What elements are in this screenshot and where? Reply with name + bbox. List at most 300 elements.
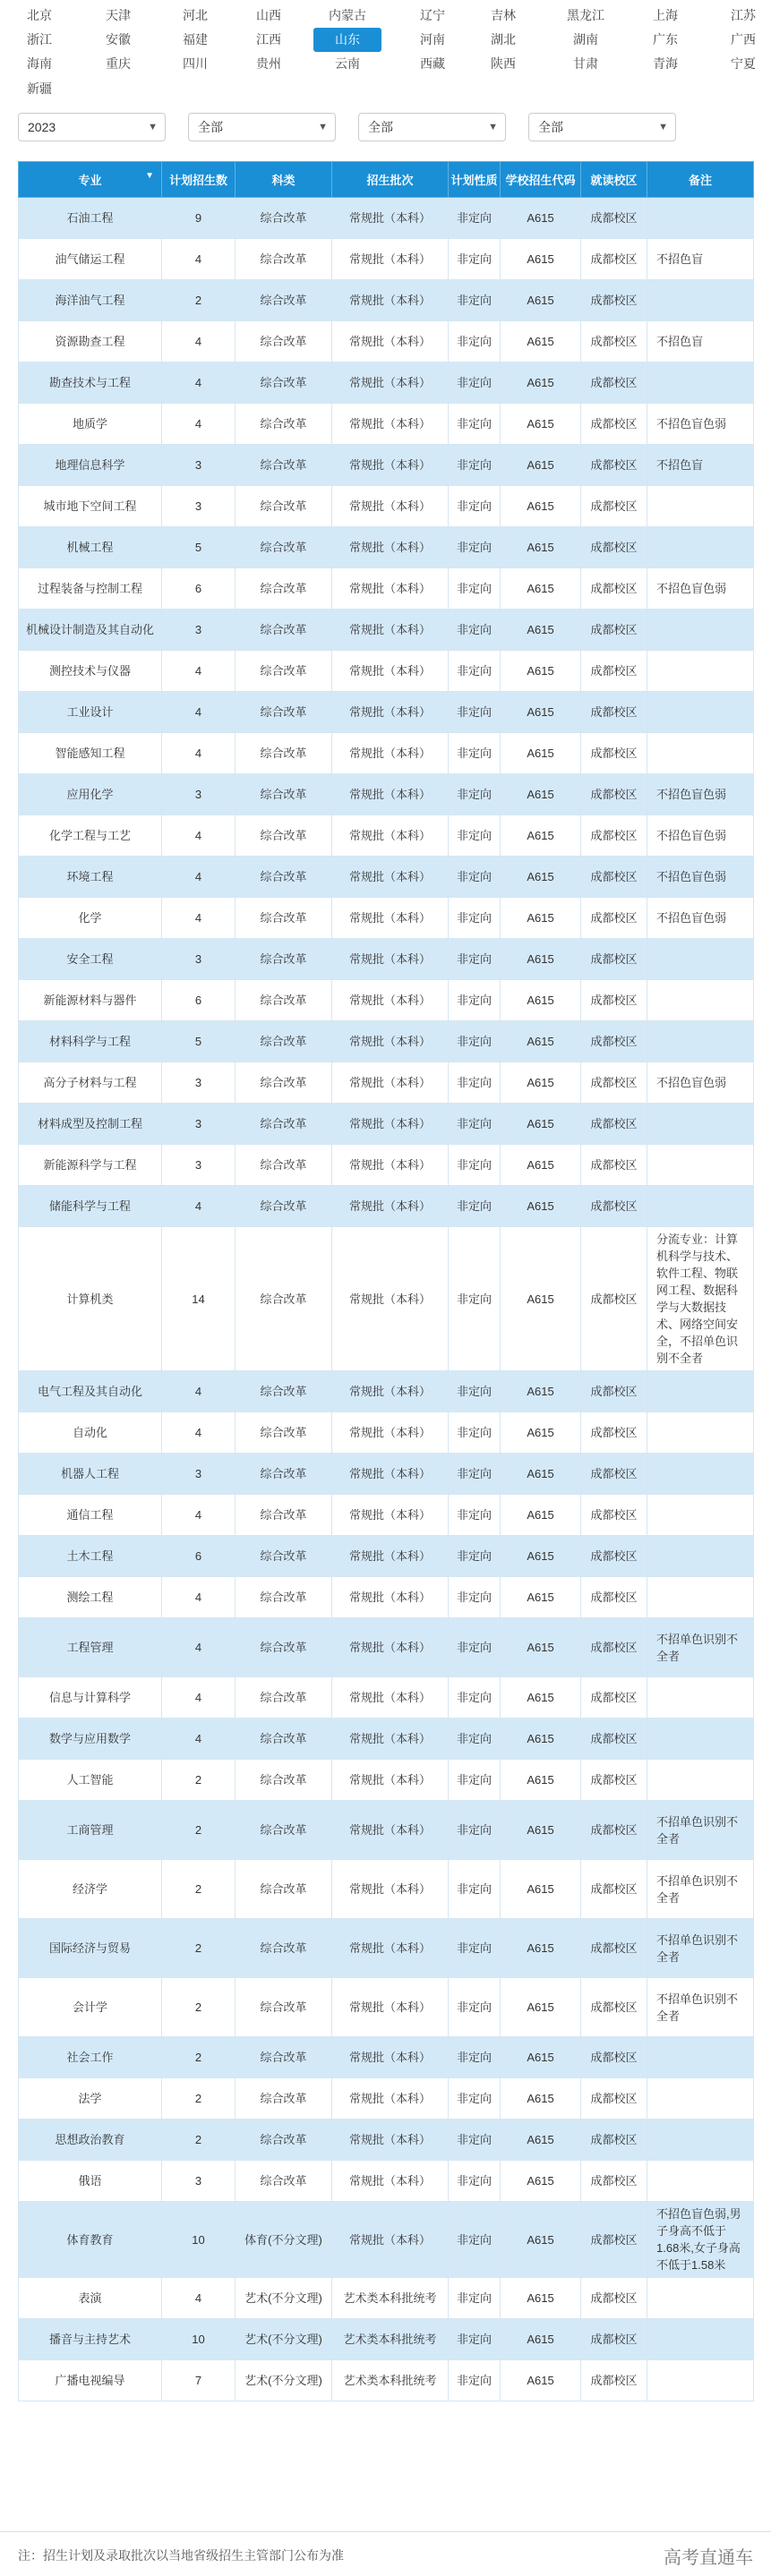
cell-campus: 成都校区 — [581, 980, 647, 1021]
cell-subject: 综合改革 — [236, 1227, 332, 1371]
province-13[interactable]: 江西 — [256, 32, 281, 47]
table-row — [19, 939, 754, 980]
province-14[interactable]: 山东 — [313, 28, 381, 52]
cell-code: A615 — [501, 857, 581, 898]
cell-major: 信息与计算科学 — [19, 1677, 162, 1719]
cell-batch: 艺术类本科批统考 — [332, 2278, 449, 2319]
cell-code: A615 — [501, 1454, 581, 1495]
table-row — [19, 2161, 754, 2202]
cell-major: 应用化学 — [19, 774, 162, 815]
cell-note — [647, 1495, 754, 1536]
cell-campus: 成都校区 — [581, 2202, 647, 2278]
cell-code: A615 — [501, 1021, 581, 1062]
cell-count: 4 — [162, 1186, 236, 1227]
province-7[interactable]: 黑龙江 — [567, 8, 604, 22]
cell-code: A615 — [501, 1618, 581, 1677]
cell-major: 会计学 — [19, 1978, 162, 2037]
table-row — [19, 1978, 754, 2037]
cell-batch: 常规批（本科） — [332, 610, 449, 651]
cell-major: 工商管理 — [19, 1801, 162, 1860]
province-18[interactable]: 广东 — [653, 32, 678, 47]
cell-note: 不招色盲 — [647, 445, 754, 486]
cell-batch: 常规批（本科） — [332, 1145, 449, 1186]
cell-major: 环境工程 — [19, 857, 162, 898]
cell-code: A615 — [501, 815, 581, 857]
cell-nature: 非定向 — [449, 1371, 501, 1412]
province-29[interactable]: 宁夏 — [731, 56, 756, 71]
cell-campus: 成都校区 — [581, 1412, 647, 1454]
cell-batch: 常规批（本科） — [332, 651, 449, 692]
table-row — [19, 1145, 754, 1186]
table-row — [19, 651, 754, 692]
cell-count: 2 — [162, 280, 236, 321]
province-23[interactable]: 贵州 — [256, 56, 281, 71]
cell-nature: 非定向 — [449, 239, 501, 280]
cell-subject: 综合改革 — [236, 898, 332, 939]
cell-major: 高分子材料与工程 — [19, 1062, 162, 1104]
cell-subject: 综合改革 — [236, 1677, 332, 1719]
cell-code: A615 — [501, 1412, 581, 1454]
cell-major: 机械工程 — [19, 527, 162, 568]
province-10[interactable]: 浙江 — [27, 32, 52, 47]
cell-campus: 成都校区 — [581, 610, 647, 651]
cell-major: 数学与应用数学 — [19, 1719, 162, 1760]
table-row — [19, 363, 754, 404]
cell-campus: 成都校区 — [581, 527, 647, 568]
filter-select-3-value: 全部 — [368, 120, 393, 134]
header-major[interactable] — [19, 162, 162, 198]
cell-nature: 非定向 — [449, 198, 501, 239]
cell-batch: 常规批（本科） — [332, 1860, 449, 1919]
cell-count: 3 — [162, 1454, 236, 1495]
cell-subject: 综合改革 — [236, 1371, 332, 1412]
cell-batch: 常规批（本科） — [332, 363, 449, 404]
cell-major: 体育教育 — [19, 2202, 162, 2278]
cell-major: 材料成型及控制工程 — [19, 1104, 162, 1145]
table-row — [19, 1719, 754, 1760]
cell-campus: 成都校区 — [581, 1021, 647, 1062]
table-row — [19, 2319, 754, 2360]
cell-subject: 综合改革 — [236, 815, 332, 857]
cell-batch: 常规批（本科） — [332, 1618, 449, 1677]
cell-major: 经济学 — [19, 1860, 162, 1919]
cell-campus: 成都校区 — [581, 1495, 647, 1536]
cell-count: 4 — [162, 857, 236, 898]
province-12[interactable]: 福建 — [183, 32, 208, 47]
cell-note: 不招色盲色弱 — [647, 815, 754, 857]
province-16[interactable]: 湖北 — [491, 32, 516, 47]
cell-count: 4 — [162, 815, 236, 857]
province-30[interactable]: 新疆 — [27, 81, 52, 96]
cell-campus: 成都校区 — [581, 1186, 647, 1227]
cell-batch: 常规批（本科） — [332, 1978, 449, 2037]
cell-major: 城市地下空间工程 — [19, 486, 162, 527]
cell-code: A615 — [501, 898, 581, 939]
cell-count: 3 — [162, 610, 236, 651]
province-25[interactable]: 西藏 — [420, 56, 445, 71]
cell-nature: 非定向 — [449, 610, 501, 651]
table-row — [19, 692, 754, 733]
province-20[interactable]: 海南 — [27, 56, 52, 71]
cell-nature: 非定向 — [449, 404, 501, 445]
cell-subject: 综合改革 — [236, 610, 332, 651]
table-row — [19, 2202, 754, 2278]
cell-count: 10 — [162, 2319, 236, 2360]
cell-note — [647, 1677, 754, 1719]
province-1[interactable]: 天津 — [106, 8, 131, 22]
province-6[interactable]: 吉林 — [491, 8, 516, 22]
cell-batch: 常规批（本科） — [332, 1021, 449, 1062]
cell-batch: 常规批（本科） — [332, 1495, 449, 1536]
cell-nature: 非定向 — [449, 857, 501, 898]
province-24[interactable]: 云南 — [335, 56, 360, 71]
cell-nature: 非定向 — [449, 2120, 501, 2161]
cell-note — [647, 1371, 754, 1412]
year-select[interactable] — [18, 113, 166, 141]
cell-count: 3 — [162, 2161, 236, 2202]
table-row — [19, 1454, 754, 1495]
cell-campus: 成都校区 — [581, 198, 647, 239]
cell-code: A615 — [501, 280, 581, 321]
cell-subject: 体育(不分文理) — [236, 2202, 332, 2278]
cell-note — [647, 1021, 754, 1062]
cell-note: 不招色盲色弱 — [647, 898, 754, 939]
brand-logo: 高考直通车 — [664, 2548, 753, 2568]
province-11[interactable]: 安徽 — [106, 32, 131, 47]
cell-note: 不招单色识别不全者 — [647, 1801, 754, 1860]
table-row — [19, 1577, 754, 1618]
cell-code: A615 — [501, 1577, 581, 1618]
cell-subject: 综合改革 — [236, 857, 332, 898]
cell-campus: 成都校区 — [581, 1371, 647, 1412]
table-row — [19, 1618, 754, 1677]
cell-subject: 综合改革 — [236, 568, 332, 610]
cell-nature: 非定向 — [449, 1227, 501, 1371]
province-22[interactable]: 四川 — [183, 56, 208, 71]
cell-batch: 常规批（本科） — [332, 692, 449, 733]
cell-batch: 常规批（本科） — [332, 1186, 449, 1227]
table-row — [19, 1495, 754, 1536]
cell-note — [647, 1145, 754, 1186]
cell-note — [647, 1454, 754, 1495]
cell-subject: 综合改革 — [236, 1860, 332, 1919]
table-row — [19, 1919, 754, 1978]
cell-batch: 常规批（本科） — [332, 486, 449, 527]
cell-note: 不招单色识别不全者 — [647, 1618, 754, 1677]
cell-campus: 成都校区 — [581, 1860, 647, 1919]
province-27[interactable]: 甘肃 — [573, 56, 598, 71]
cell-major: 测控技术与仪器 — [19, 651, 162, 692]
cell-count: 5 — [162, 527, 236, 568]
cell-batch: 常规批（本科） — [332, 2202, 449, 2278]
table-row — [19, 733, 754, 774]
cell-batch: 常规批（本科） — [332, 774, 449, 815]
cell-nature: 非定向 — [449, 1719, 501, 1760]
province-5[interactable]: 辽宁 — [420, 8, 445, 22]
province-15[interactable]: 河南 — [420, 32, 445, 47]
chevron-down-icon: ▼ — [145, 171, 154, 181]
cell-count: 3 — [162, 1145, 236, 1186]
filter-select-3[interactable] — [358, 113, 506, 141]
cell-major: 法学 — [19, 2078, 162, 2120]
cell-note: 不招单色识别不全者 — [647, 1978, 754, 2037]
cell-note — [647, 2078, 754, 2120]
table-row — [19, 1677, 754, 1719]
table-row — [19, 527, 754, 568]
filter-select-4[interactable] — [528, 113, 676, 141]
header-campus: 就读校区 — [581, 162, 647, 198]
cell-major: 人工智能 — [19, 1760, 162, 1801]
cell-count: 4 — [162, 1495, 236, 1536]
table-row — [19, 857, 754, 898]
cell-code: A615 — [501, 692, 581, 733]
table-row — [19, 321, 754, 363]
cell-campus: 成都校区 — [581, 692, 647, 733]
cell-nature: 非定向 — [449, 1062, 501, 1104]
province-21[interactable]: 重庆 — [106, 56, 131, 71]
cell-note: 不招单色识别不全者 — [647, 1919, 754, 1978]
cell-batch: 常规批（本科） — [332, 239, 449, 280]
cell-major: 新能源材料与器件 — [19, 980, 162, 1021]
table-row — [19, 1536, 754, 1577]
cell-note: 不招色盲色弱 — [647, 857, 754, 898]
cell-campus: 成都校区 — [581, 1618, 647, 1677]
province-8[interactable]: 上海 — [653, 8, 678, 22]
cell-note — [647, 527, 754, 568]
cell-campus: 成都校区 — [581, 774, 647, 815]
cell-campus: 成都校区 — [581, 857, 647, 898]
cell-nature: 非定向 — [449, 2360, 501, 2401]
cell-campus: 成都校区 — [581, 2319, 647, 2360]
cell-campus: 成都校区 — [581, 1577, 647, 1618]
cell-major: 播音与主持艺术 — [19, 2319, 162, 2360]
cell-subject: 综合改革 — [236, 1412, 332, 1454]
cell-subject: 综合改革 — [236, 2120, 332, 2161]
cell-count: 3 — [162, 939, 236, 980]
cell-campus: 成都校区 — [581, 1801, 647, 1860]
cell-code: A615 — [501, 1860, 581, 1919]
cell-count: 2 — [162, 1978, 236, 2037]
cell-count: 6 — [162, 568, 236, 610]
cell-subject: 艺术(不分文理) — [236, 2278, 332, 2319]
cell-nature: 非定向 — [449, 1186, 501, 1227]
header-code: 学校招生代码 — [501, 162, 581, 198]
cell-count: 4 — [162, 1577, 236, 1618]
cell-campus: 成都校区 — [581, 363, 647, 404]
cell-major: 勘查技术与工程 — [19, 363, 162, 404]
table-row — [19, 1412, 754, 1454]
cell-major: 广播电视编导 — [19, 2360, 162, 2401]
cell-count: 3 — [162, 445, 236, 486]
province-3[interactable]: 山西 — [256, 8, 281, 22]
cell-note — [647, 1104, 754, 1145]
cell-major: 新能源科学与工程 — [19, 1145, 162, 1186]
footer-note: 注：招生计划及录取批次以当地省级招生主管部门公布为准 — [18, 2548, 344, 2563]
province-0[interactable]: 北京 — [27, 8, 52, 22]
cell-code: A615 — [501, 568, 581, 610]
cell-count: 6 — [162, 980, 236, 1021]
filter-bar — [0, 107, 771, 143]
cell-subject: 综合改革 — [236, 1719, 332, 1760]
cell-batch: 常规批（本科） — [332, 1577, 449, 1618]
cell-nature: 非定向 — [449, 445, 501, 486]
cell-note: 不招色盲色弱 — [647, 774, 754, 815]
cell-campus: 成都校区 — [581, 733, 647, 774]
cell-count: 3 — [162, 1062, 236, 1104]
cell-nature: 非定向 — [449, 1145, 501, 1186]
cell-subject: 综合改革 — [236, 1801, 332, 1860]
cell-note — [647, 198, 754, 239]
cell-count: 7 — [162, 2360, 236, 2401]
cell-count: 2 — [162, 1860, 236, 1919]
cell-note — [647, 692, 754, 733]
cell-batch: 常规批（本科） — [332, 815, 449, 857]
cell-nature: 非定向 — [449, 733, 501, 774]
province-4[interactable]: 内蒙古 — [329, 8, 366, 22]
cell-campus: 成都校区 — [581, 1454, 647, 1495]
chevron-down-icon: ▼ — [658, 122, 668, 132]
header-batch: 招生批次 — [332, 162, 449, 198]
cell-code: A615 — [501, 2319, 581, 2360]
cell-code: A615 — [501, 2202, 581, 2278]
province-17[interactable]: 湖南 — [573, 32, 598, 47]
cell-major: 化学工程与工艺 — [19, 815, 162, 857]
cell-nature: 非定向 — [449, 815, 501, 857]
cell-nature: 非定向 — [449, 280, 501, 321]
province-9[interactable]: 江苏 — [731, 8, 756, 22]
cell-nature: 非定向 — [449, 1860, 501, 1919]
cell-nature: 非定向 — [449, 1454, 501, 1495]
filter-select-4-value: 全部 — [538, 120, 563, 134]
province-26[interactable]: 陕西 — [491, 56, 516, 71]
cell-campus: 成都校区 — [581, 2161, 647, 2202]
table-row — [19, 2278, 754, 2319]
table-header-row — [19, 162, 754, 198]
cell-count: 4 — [162, 2278, 236, 2319]
cell-batch: 常规批（本科） — [332, 857, 449, 898]
table-row — [19, 815, 754, 857]
cell-count: 4 — [162, 321, 236, 363]
cell-note — [647, 733, 754, 774]
cell-nature: 非定向 — [449, 527, 501, 568]
cell-code: A615 — [501, 651, 581, 692]
cell-subject: 综合改革 — [236, 2037, 332, 2078]
cell-count: 4 — [162, 363, 236, 404]
cell-count: 4 — [162, 692, 236, 733]
cell-batch: 常规批（本科） — [332, 1104, 449, 1145]
cell-campus: 成都校区 — [581, 2078, 647, 2120]
cell-nature: 非定向 — [449, 1618, 501, 1677]
table-row — [19, 198, 754, 239]
cell-note: 不招色盲色弱 — [647, 1062, 754, 1104]
table-row — [19, 280, 754, 321]
cell-batch: 常规批（本科） — [332, 1371, 449, 1412]
cell-subject: 综合改革 — [236, 1536, 332, 1577]
cell-batch: 常规批（本科） — [332, 980, 449, 1021]
cell-note — [647, 1186, 754, 1227]
table-row — [19, 1062, 754, 1104]
cell-code: A615 — [501, 527, 581, 568]
cell-campus: 成都校区 — [581, 2360, 647, 2401]
cell-campus: 成都校区 — [581, 1719, 647, 1760]
cell-nature: 非定向 — [449, 2161, 501, 2202]
cell-nature: 非定向 — [449, 1021, 501, 1062]
table-row — [19, 1801, 754, 1860]
cell-campus: 成都校区 — [581, 1062, 647, 1104]
cell-campus: 成都校区 — [581, 939, 647, 980]
cell-major: 计算机类 — [19, 1227, 162, 1371]
cell-nature: 非定向 — [449, 774, 501, 815]
cell-code: A615 — [501, 1186, 581, 1227]
cell-count: 5 — [162, 1021, 236, 1062]
cell-note: 不招色盲色弱 — [647, 568, 754, 610]
table-row — [19, 568, 754, 610]
cell-batch: 常规批（本科） — [332, 2120, 449, 2161]
cell-note — [647, 2161, 754, 2202]
cell-nature: 非定向 — [449, 1577, 501, 1618]
cell-nature: 非定向 — [449, 486, 501, 527]
table-row — [19, 2120, 754, 2161]
cell-batch: 常规批（本科） — [332, 198, 449, 239]
cell-count: 4 — [162, 1412, 236, 1454]
cell-note — [647, 610, 754, 651]
cell-note — [647, 486, 754, 527]
table-row — [19, 774, 754, 815]
cell-note — [647, 651, 754, 692]
chevron-down-icon: ▼ — [318, 122, 328, 132]
cell-nature: 非定向 — [449, 1919, 501, 1978]
footer — [0, 2531, 771, 2576]
cell-nature: 非定向 — [449, 1412, 501, 1454]
cell-code: A615 — [501, 2120, 581, 2161]
admission-plan-table — [18, 161, 753, 2401]
cell-major: 土木工程 — [19, 1536, 162, 1577]
cell-subject: 综合改革 — [236, 1104, 332, 1145]
cell-batch: 常规批（本科） — [332, 2078, 449, 2120]
cell-nature: 非定向 — [449, 2319, 501, 2360]
filter-select-2[interactable] — [188, 113, 336, 141]
cell-subject: 综合改革 — [236, 774, 332, 815]
cell-nature: 非定向 — [449, 2278, 501, 2319]
province-2[interactable]: 河北 — [183, 8, 208, 22]
cell-campus: 成都校区 — [581, 2120, 647, 2161]
province-28[interactable]: 青海 — [653, 56, 678, 71]
province-19[interactable]: 广西 — [731, 32, 756, 47]
cell-nature: 非定向 — [449, 1677, 501, 1719]
cell-count: 14 — [162, 1227, 236, 1371]
cell-nature: 非定向 — [449, 2202, 501, 2278]
cell-count: 6 — [162, 1536, 236, 1577]
cell-major: 储能科学与工程 — [19, 1186, 162, 1227]
table-row — [19, 1021, 754, 1062]
cell-note: 不招色盲色弱 — [647, 404, 754, 445]
cell-subject: 综合改革 — [236, 1919, 332, 1978]
cell-count: 4 — [162, 651, 236, 692]
cell-campus: 成都校区 — [581, 1978, 647, 2037]
cell-code: A615 — [501, 1104, 581, 1145]
cell-nature: 非定向 — [449, 2037, 501, 2078]
cell-campus: 成都校区 — [581, 1145, 647, 1186]
cell-major: 思想政治教育 — [19, 2120, 162, 2161]
cell-campus: 成都校区 — [581, 404, 647, 445]
cell-nature: 非定向 — [449, 898, 501, 939]
table-row — [19, 2037, 754, 2078]
cell-batch: 常规批（本科） — [332, 939, 449, 980]
cell-subject: 综合改革 — [236, 692, 332, 733]
cell-batch: 常规批（本科） — [332, 445, 449, 486]
cell-count: 3 — [162, 1104, 236, 1145]
header-nature: 计划性质 — [449, 162, 501, 198]
